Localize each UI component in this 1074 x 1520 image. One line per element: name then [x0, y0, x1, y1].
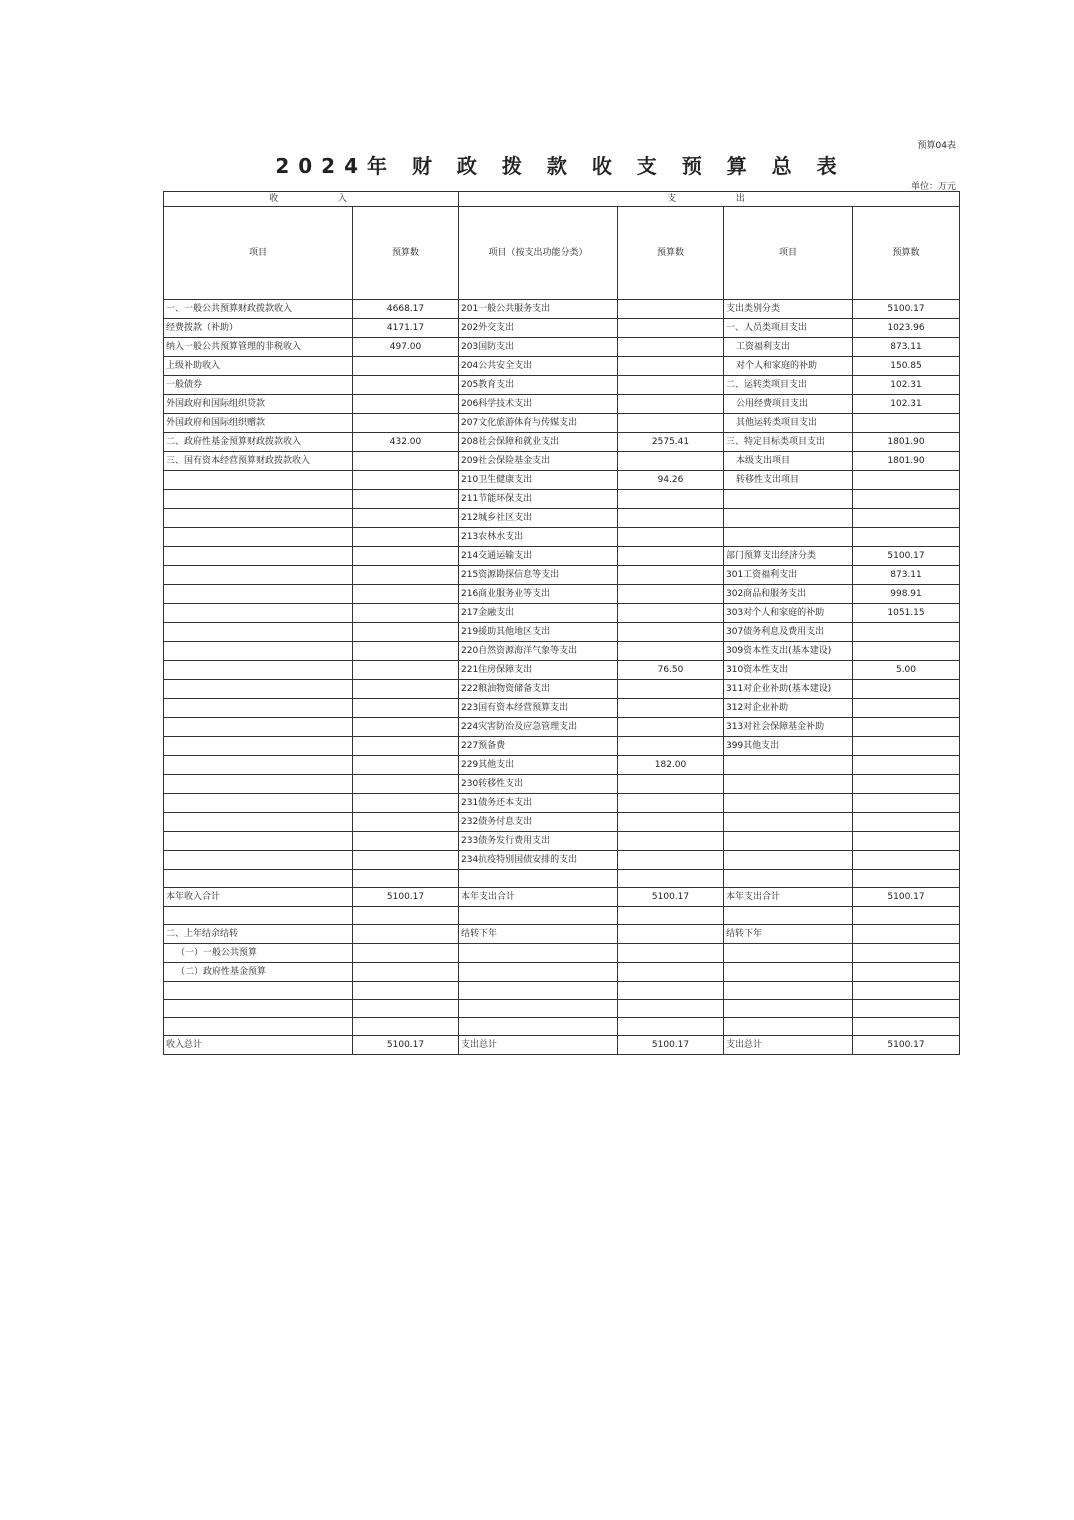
function-amount-cell	[618, 547, 724, 566]
function-item-cell: 224灾害防治及应急管理支出	[459, 718, 618, 737]
table-row	[164, 319, 960, 338]
function-item-cell	[459, 982, 618, 1000]
function-amount-cell	[618, 585, 724, 604]
function-amount-cell	[618, 1018, 724, 1036]
unit-label: 单位：万元	[910, 182, 956, 192]
table-row	[164, 490, 960, 509]
expense-item-cell: 一、人员类项目支出	[724, 319, 853, 338]
expense-item-cell: 工资福利支出	[724, 338, 853, 357]
income-amount-cell	[353, 813, 459, 832]
expense-amount-cell	[853, 680, 960, 699]
function-amount-cell	[618, 851, 724, 870]
expense-item-cell: 对个人和家庭的补助	[724, 357, 853, 376]
income-item-cell: 三、国有资本经营预算财政拨款收入	[164, 452, 353, 471]
expense-amount-cell: 102.31	[853, 395, 960, 414]
expense-item-cell	[724, 963, 853, 982]
function-amount-cell	[618, 775, 724, 794]
section-header-row	[164, 192, 960, 207]
function-item-cell: 216商业服务业等支出	[459, 585, 618, 604]
expense-amount-cell: 102.31	[853, 376, 960, 395]
expense-amount-cell: 1801.90	[853, 452, 960, 471]
expense-item-cell: 其他运转类项目支出	[724, 414, 853, 433]
expense-item-cell: 309资本性支出(基本建设)	[724, 642, 853, 661]
table-row	[164, 680, 960, 699]
function-item-cell: 207文化旅游体育与传媒支出	[459, 414, 618, 433]
income-amount-cell	[353, 395, 459, 414]
income-amount-cell	[353, 528, 459, 547]
expense-amount-cell	[853, 870, 960, 888]
income-amount-cell	[353, 699, 459, 718]
function-amount-cell	[618, 414, 724, 433]
expense-amount-cell	[853, 718, 960, 737]
income-item-cell	[164, 1018, 353, 1036]
function-amount-cell	[618, 832, 724, 851]
income-item-cell: 纳入一般公共预算管理的非税收入	[164, 338, 353, 357]
form-number: 预算04表	[917, 141, 956, 151]
expense-item-cell: 转移性支出项目	[724, 471, 853, 490]
income-item-cell	[164, 547, 353, 566]
function-amount-cell	[618, 794, 724, 813]
income-item-cell	[164, 661, 353, 680]
expense-amount-cell	[853, 982, 960, 1000]
expense-amount-cell: 1023.96	[853, 319, 960, 338]
table-row	[164, 944, 960, 963]
table-row	[164, 756, 960, 775]
expense-amount-cell	[853, 1018, 960, 1036]
expense-amount-cell	[853, 1000, 960, 1018]
income-item-cell	[164, 832, 353, 851]
function-item-cell: 201一般公共服务支出	[459, 300, 618, 319]
function-item-cell	[459, 1018, 618, 1036]
function-amount-cell	[618, 699, 724, 718]
expense-amount-cell: 998.91	[853, 585, 960, 604]
function-item-cell: 205教育支出	[459, 376, 618, 395]
function-item-cell: 215资源勘探信息等支出	[459, 566, 618, 585]
expense-item-cell	[724, 907, 853, 925]
function-amount-cell	[618, 907, 724, 925]
function-amount-cell	[618, 870, 724, 888]
expense-item-cell: 部门预算支出经济分类	[724, 547, 853, 566]
budget-table	[163, 191, 960, 1055]
income-item-cell	[164, 680, 353, 699]
function-amount-cell	[618, 376, 724, 395]
income-amount-cell: 5100.17	[353, 1036, 459, 1055]
income-amount-cell	[353, 623, 459, 642]
function-item-cell: 208社会保障和就业支出	[459, 433, 618, 452]
function-amount-cell	[618, 963, 724, 982]
expense-item-cell: 303对个人和家庭的补助	[724, 604, 853, 623]
function-item-cell: 229其他支出	[459, 756, 618, 775]
function-item-cell: 本年支出合计	[459, 888, 618, 907]
table-row	[164, 963, 960, 982]
income-item-cell: 一般债券	[164, 376, 353, 395]
expense-amount-cell: 873.11	[853, 338, 960, 357]
expense-item-cell: 本级支出项目	[724, 452, 853, 471]
function-item-cell: 232债务付息支出	[459, 813, 618, 832]
header-expense-amount: 预算数	[853, 207, 960, 300]
income-amount-cell	[353, 452, 459, 471]
expense-amount-cell: 5100.17	[853, 888, 960, 907]
function-amount-cell	[618, 944, 724, 963]
function-item-cell	[459, 1000, 618, 1018]
table-row	[164, 699, 960, 718]
expense-amount-cell	[853, 925, 960, 944]
expense-amount-cell: 873.11	[853, 566, 960, 585]
table-row	[164, 547, 960, 566]
expense-item-cell	[724, 1018, 853, 1036]
expense-item-cell: 313对社会保障基金补助	[724, 718, 853, 737]
function-amount-cell	[618, 395, 724, 414]
table-row	[164, 566, 960, 585]
table-row	[164, 338, 960, 357]
expense-amount-cell	[853, 851, 960, 870]
income-amount-cell	[353, 944, 459, 963]
expense-amount-cell	[853, 528, 960, 547]
function-amount-cell	[618, 680, 724, 699]
function-amount-cell: 182.00	[618, 756, 724, 775]
function-item-cell	[459, 944, 618, 963]
income-item-cell	[164, 907, 353, 925]
income-amount-cell	[353, 566, 459, 585]
income-amount-cell	[353, 832, 459, 851]
function-item-cell: 219援助其他地区支出	[459, 623, 618, 642]
function-amount-cell	[618, 642, 724, 661]
function-amount-cell	[618, 357, 724, 376]
income-item-cell	[164, 737, 353, 756]
expense-amount-cell: 1801.90	[853, 433, 960, 452]
table-row	[164, 907, 960, 925]
expense-item-cell: 307债务利息及费用支出	[724, 623, 853, 642]
income-amount-cell	[353, 737, 459, 756]
function-item-cell: 212城乡社区支出	[459, 509, 618, 528]
expense-amount-cell	[853, 737, 960, 756]
function-item-cell	[459, 907, 618, 925]
table-row	[164, 870, 960, 888]
header-income-amount: 预算数	[353, 207, 459, 300]
income-item-cell	[164, 585, 353, 604]
income-item-cell: （一）一般公共预算	[164, 944, 353, 963]
income-item-cell	[164, 718, 353, 737]
income-amount-cell: 4668.17	[353, 300, 459, 319]
expense-item-cell	[724, 851, 853, 870]
expense-item-cell: 本年支出合计	[724, 888, 853, 907]
function-amount-cell: 5100.17	[618, 1036, 724, 1055]
table-row	[164, 357, 960, 376]
table-row	[164, 718, 960, 737]
function-amount-cell	[618, 982, 724, 1000]
income-amount-cell	[353, 642, 459, 661]
table-row	[164, 775, 960, 794]
table-row	[164, 528, 960, 547]
income-amount-cell	[353, 509, 459, 528]
income-item-cell	[164, 982, 353, 1000]
income-item-cell	[164, 490, 353, 509]
function-item-cell: 221住房保障支出	[459, 661, 618, 680]
table-row	[164, 925, 960, 944]
income-amount-cell: 497.00	[353, 338, 459, 357]
function-amount-cell	[618, 338, 724, 357]
table-row	[164, 300, 960, 319]
expense-amount-cell: 5.00	[853, 661, 960, 680]
header-expense-item: 项目	[724, 207, 853, 300]
function-item-cell: 206科学技术支出	[459, 395, 618, 414]
function-item-cell: 213农林水支出	[459, 528, 618, 547]
expense-amount-cell	[853, 794, 960, 813]
function-amount-cell	[618, 813, 724, 832]
expense-item-cell: 支出总计	[724, 1036, 853, 1055]
income-amount-cell	[353, 585, 459, 604]
header-function-amount: 预算数	[618, 207, 724, 300]
function-amount-cell: 76.50	[618, 661, 724, 680]
expense-item-cell: 302商品和服务支出	[724, 585, 853, 604]
table-row	[164, 433, 960, 452]
income-item-cell	[164, 642, 353, 661]
function-item-cell: 217金融支出	[459, 604, 618, 623]
income-amount-cell: 432.00	[353, 433, 459, 452]
expense-amount-cell	[853, 414, 960, 433]
function-amount-cell: 5100.17	[618, 888, 724, 907]
function-item-cell: 结转下年	[459, 925, 618, 944]
expense-amount-cell	[853, 490, 960, 509]
expense-amount-cell	[853, 699, 960, 718]
section-expense: 支 出	[459, 192, 960, 207]
function-item-cell: 223国有资本经营预算支出	[459, 699, 618, 718]
expense-amount-cell: 1051.15	[853, 604, 960, 623]
page-title: 2024年 财 政 拨 款 收 支 预 算 总 表	[275, 154, 846, 178]
section-income: 收 入	[164, 192, 459, 207]
income-item-cell	[164, 794, 353, 813]
expense-amount-cell: 5100.17	[853, 1036, 960, 1055]
function-item-cell: 203国防支出	[459, 338, 618, 357]
income-amount-cell	[353, 604, 459, 623]
income-amount-cell	[353, 1018, 459, 1036]
table-row	[164, 982, 960, 1000]
expense-item-cell	[724, 509, 853, 528]
table-row	[164, 471, 960, 490]
table-row	[164, 851, 960, 870]
income-amount-cell	[353, 963, 459, 982]
table-row	[164, 1036, 960, 1055]
expense-item-cell	[724, 1000, 853, 1018]
expense-item-cell: 支出类别分类	[724, 300, 853, 319]
income-amount-cell	[353, 376, 459, 395]
function-amount-cell	[618, 528, 724, 547]
expense-amount-cell	[853, 907, 960, 925]
income-item-cell: 上级补助收入	[164, 357, 353, 376]
expense-item-cell	[724, 982, 853, 1000]
function-item-cell: 230转移性支出	[459, 775, 618, 794]
function-amount-cell	[618, 300, 724, 319]
function-item-cell: 231债务还本支出	[459, 794, 618, 813]
table-row	[164, 813, 960, 832]
income-item-cell	[164, 813, 353, 832]
income-amount-cell: 5100.17	[353, 888, 459, 907]
function-amount-cell	[618, 509, 724, 528]
expense-item-cell	[724, 944, 853, 963]
income-amount-cell	[353, 661, 459, 680]
table-row	[164, 585, 960, 604]
expense-item-cell	[724, 813, 853, 832]
expense-item-cell	[724, 832, 853, 851]
function-item-cell: 202外交支出	[459, 319, 618, 338]
function-amount-cell	[618, 566, 724, 585]
table-row	[164, 452, 960, 471]
income-amount-cell	[353, 547, 459, 566]
table-row	[164, 888, 960, 907]
income-item-cell	[164, 528, 353, 547]
function-amount-cell	[618, 490, 724, 509]
income-item-cell	[164, 775, 353, 794]
table-row	[164, 1000, 960, 1018]
income-item-cell	[164, 566, 353, 585]
income-item-cell: 外国政府和国际组织赠款	[164, 414, 353, 433]
expense-amount-cell: 150.85	[853, 357, 960, 376]
income-item-cell: 本年收入合计	[164, 888, 353, 907]
income-item-cell	[164, 623, 353, 642]
expense-amount-cell: 5100.17	[853, 300, 960, 319]
expense-item-cell	[724, 870, 853, 888]
table-row	[164, 395, 960, 414]
income-amount-cell	[353, 851, 459, 870]
income-amount-cell	[353, 471, 459, 490]
income-amount-cell	[353, 680, 459, 699]
income-item-cell	[164, 699, 353, 718]
function-item-cell: 211节能环保支出	[459, 490, 618, 509]
income-amount-cell	[353, 925, 459, 944]
expense-item-cell: 311对企业补助(基本建设)	[724, 680, 853, 699]
function-item-cell: 204公共安全支出	[459, 357, 618, 376]
income-item-cell	[164, 870, 353, 888]
expense-amount-cell: 5100.17	[853, 547, 960, 566]
expense-item-cell	[724, 528, 853, 547]
header-income-item: 项目	[164, 207, 353, 300]
function-amount-cell	[618, 718, 724, 737]
function-amount-cell	[618, 1000, 724, 1018]
function-amount-cell	[618, 925, 724, 944]
expense-item-cell	[724, 775, 853, 794]
function-amount-cell	[618, 737, 724, 756]
function-item-cell: 支出总计	[459, 1036, 618, 1055]
expense-amount-cell	[853, 944, 960, 963]
function-item-cell: 222粮油物资储备支出	[459, 680, 618, 699]
table-row	[164, 414, 960, 433]
expense-amount-cell	[853, 963, 960, 982]
income-amount-cell	[353, 982, 459, 1000]
expense-item-cell: 二、运转类项目支出	[724, 376, 853, 395]
expense-item-cell: 三、特定目标类项目支出	[724, 433, 853, 452]
income-amount-cell	[353, 775, 459, 794]
table-row	[164, 376, 960, 395]
expense-amount-cell	[853, 832, 960, 851]
expense-amount-cell	[853, 775, 960, 794]
income-amount-cell	[353, 870, 459, 888]
income-item-cell	[164, 1000, 353, 1018]
expense-amount-cell	[853, 642, 960, 661]
column-header-row	[164, 207, 960, 300]
function-amount-cell: 2575.41	[618, 433, 724, 452]
table-row	[164, 509, 960, 528]
function-amount-cell	[618, 319, 724, 338]
income-item-cell	[164, 471, 353, 490]
income-item-cell	[164, 604, 353, 623]
expense-item-cell: 310资本性支出	[724, 661, 853, 680]
function-amount-cell	[618, 604, 724, 623]
income-amount-cell	[353, 756, 459, 775]
table-row	[164, 1018, 960, 1036]
function-item-cell: 210卫生健康支出	[459, 471, 618, 490]
function-item-cell: 234抗疫特别国债安排的支出	[459, 851, 618, 870]
header-function-item: 项目（按支出功能分类）	[459, 207, 618, 300]
income-item-cell: 一、一般公共预算财政拨款收入	[164, 300, 353, 319]
expense-item-cell: 399其他支出	[724, 737, 853, 756]
income-item-cell: 经费拨款（补助）	[164, 319, 353, 338]
expense-item-cell	[724, 756, 853, 775]
table-row	[164, 794, 960, 813]
function-item-cell: 227预备费	[459, 737, 618, 756]
income-item-cell	[164, 851, 353, 870]
income-amount-cell	[353, 414, 459, 433]
table-row	[164, 623, 960, 642]
table-row	[164, 642, 960, 661]
expense-item-cell: 301工资福利支出	[724, 566, 853, 585]
table-row	[164, 737, 960, 756]
income-amount-cell	[353, 490, 459, 509]
income-item-cell: （二）政府性基金预算	[164, 963, 353, 982]
income-item-cell: 收入总计	[164, 1036, 353, 1055]
function-amount-cell	[618, 452, 724, 471]
expense-amount-cell	[853, 509, 960, 528]
income-item-cell	[164, 756, 353, 775]
function-amount-cell	[618, 623, 724, 642]
function-amount-cell: 94.26	[618, 471, 724, 490]
income-item-cell	[164, 509, 353, 528]
table-row	[164, 832, 960, 851]
function-item-cell: 214交通运输支出	[459, 547, 618, 566]
income-amount-cell	[353, 907, 459, 925]
income-amount-cell	[353, 357, 459, 376]
table-row	[164, 604, 960, 623]
function-item-cell	[459, 963, 618, 982]
income-amount-cell	[353, 794, 459, 813]
expense-item-cell	[724, 490, 853, 509]
function-item-cell: 233债务发行费用支出	[459, 832, 618, 851]
income-amount-cell: 4171.17	[353, 319, 459, 338]
expense-amount-cell	[853, 756, 960, 775]
income-item-cell: 二、政府性基金预算财政拨款收入	[164, 433, 353, 452]
expense-item-cell: 312对企业补助	[724, 699, 853, 718]
income-item-cell: 二、上年结余结转	[164, 925, 353, 944]
function-item-cell: 220自然资源海洋气象等支出	[459, 642, 618, 661]
expense-item-cell	[724, 794, 853, 813]
income-amount-cell	[353, 1000, 459, 1018]
income-item-cell: 外国政府和国际组织贷款	[164, 395, 353, 414]
function-item-cell	[459, 870, 618, 888]
expense-item-cell: 结转下年	[724, 925, 853, 944]
expense-amount-cell	[853, 471, 960, 490]
expense-item-cell: 公用经费项目支出	[724, 395, 853, 414]
income-amount-cell	[353, 718, 459, 737]
expense-amount-cell	[853, 813, 960, 832]
table-row	[164, 661, 960, 680]
expense-amount-cell	[853, 623, 960, 642]
function-item-cell: 209社会保险基金支出	[459, 452, 618, 471]
